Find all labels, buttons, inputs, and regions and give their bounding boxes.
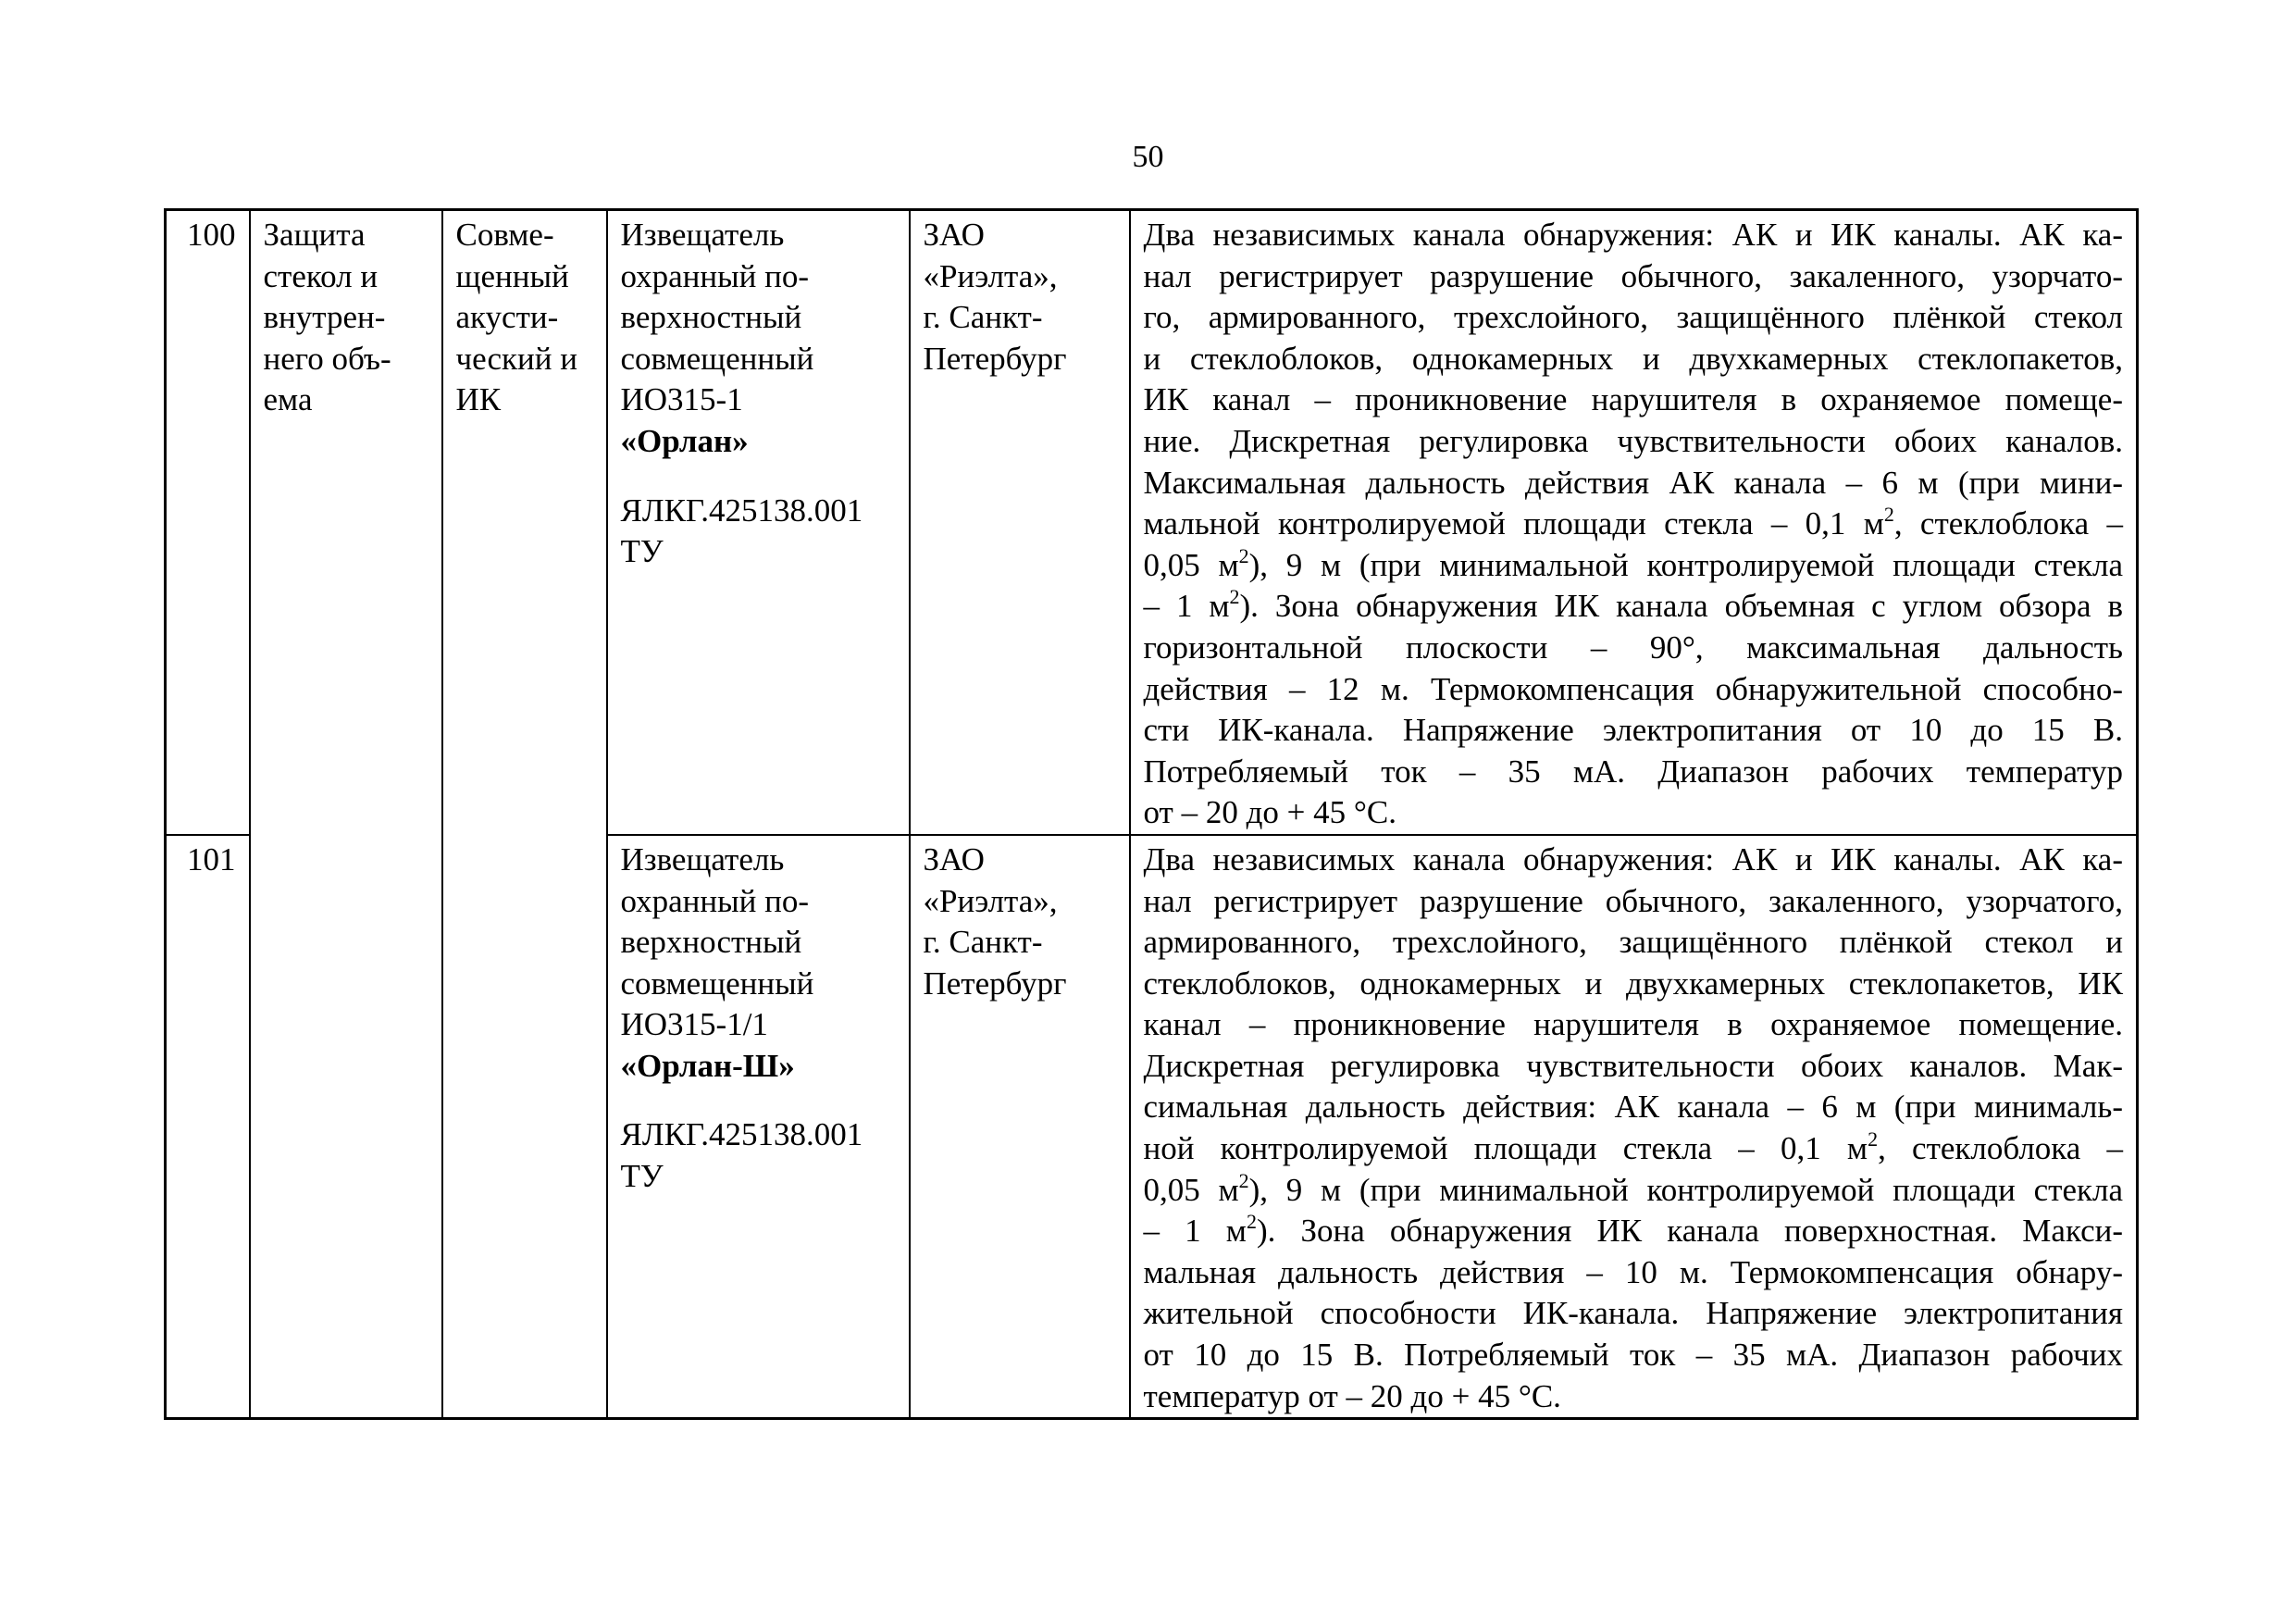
name-line: Извещатель <box>620 840 785 877</box>
desc-line: сти ИК-канала. Напряжение электропитания от 10 до 15 В. <box>1143 712 2123 749</box>
maker-line: ЗАО <box>923 840 985 877</box>
maker-line: г. Санкт- <box>923 299 1043 336</box>
desc-line: Максимальная дальность действия АК канала – 6 м (при мини- <box>1143 464 2123 501</box>
desc-line: канал – проникновение нарушителя в охраняемое помещение. <box>1143 1006 2123 1043</box>
desc-line: Два независимых канала обнаружения: АК и ИК каналы. АК ка- <box>1143 840 2123 877</box>
spec-code: ЯЛКГ.425138.001 <box>620 1116 863 1153</box>
spec-code-suffix: ТУ <box>620 533 664 570</box>
purpose-line: Защита <box>263 217 366 253</box>
desc-line: мальной контролируемой площади стекла – 0,1 $м^2$, стеклоблока – <box>1143 503 2123 542</box>
purpose-line: ема <box>263 381 313 418</box>
name-line: охранный по- <box>620 882 810 919</box>
desc-line: армированного, трехслойного, защищённого плёнкой стекол и <box>1143 924 2123 961</box>
detector-type-cell <box>442 210 607 1419</box>
row-number: 101 <box>187 840 236 877</box>
maker-line: ЗАО <box>923 217 985 253</box>
desc-line: Два независимых канала обнаружения: АК и ИК каналы. АК ка- <box>1143 217 2123 253</box>
equipment-table <box>164 208 2139 1420</box>
desc-line: ной контролируемой площади стекла – 0,1 $м^2$, стеклоблока – <box>1143 1127 2123 1167</box>
product-brand: «Орлан» <box>620 422 749 459</box>
spec-code: ЯЛКГ.425138.001 <box>620 492 863 529</box>
page-number: 50 <box>1132 140 1164 174</box>
maker-line: Петербург <box>923 965 1067 1002</box>
manufacturer-cell <box>910 210 1130 835</box>
desc-line: действия – 12 м. Термокомпенсация обнаружительной способно- <box>1143 670 2123 707</box>
desc-line: от 10 до 15 В. Потребляемый ток – 35 мА. Диапазон рабочих <box>1143 1337 2123 1374</box>
name-line: совмещенный <box>620 965 814 1002</box>
desc-line: температур от – 20 до + 45 °С. <box>1143 1377 1561 1414</box>
product-name-cell <box>607 210 910 835</box>
desc-line: – 1 $м^2$). Зона обнаружения ИК канала объемная с углом обзора в <box>1143 585 2123 625</box>
row-number-cell <box>166 835 250 1419</box>
spec-code-suffix: ТУ <box>620 1158 664 1195</box>
description-cell <box>1130 210 2138 835</box>
type-line: Совме- <box>455 217 554 253</box>
desc-line: симальная дальность действия: АК канала – 6 м (при минималь- <box>1143 1089 2123 1126</box>
maker-line: Петербург <box>923 340 1067 377</box>
desc-line: го, армированного, трехслойного, защищённого плёнкой стекол <box>1143 299 2123 336</box>
name-line: совмещенный <box>620 340 814 377</box>
desc-line: нал регистрирует разрушение обычного, закаленного, узорчатого, <box>1143 882 2123 919</box>
type-line: ческий и <box>455 340 577 377</box>
type-line: щенный <box>455 257 569 294</box>
row-number: 100 <box>187 217 236 253</box>
desc-line: нал регистрирует разрушение обычного, закаленного, узорчато- <box>1143 257 2123 294</box>
row-number-cell <box>166 210 250 835</box>
product-name-cell <box>607 835 910 1419</box>
desc-line: ИК канал – проникновение нарушителя в охраняемое помеще- <box>1143 381 2123 418</box>
manufacturer-cell <box>910 835 1130 1419</box>
type-line: ИК <box>455 381 502 418</box>
name-line: охранный по- <box>620 257 810 294</box>
desc-line: ние. Дискретная регулировка чувствительности обоих каналов. <box>1143 422 2123 459</box>
purpose-cell <box>250 210 442 1419</box>
type-line: акусти- <box>455 299 559 336</box>
maker-line: «Риэлта», <box>923 257 1058 294</box>
name-line: Извещатель <box>620 217 785 253</box>
desc-line: Потребляемый ток – 35 мА. Диапазон рабочих температур <box>1143 753 2123 790</box>
product-brand: «Орлан-Ш» <box>620 1047 795 1084</box>
desc-line: горизонтальной плоскости – 90°, максимальная дальность <box>1143 629 2123 666</box>
name-line: верхностный <box>620 924 802 961</box>
desc-line: и стеклоблоков, однокамерных и двухкамерных стеклопакетов, <box>1143 340 2123 377</box>
desc-line: – 1 $м^2$). Зона обнаружения ИК канала поверхностная. Макси- <box>1143 1210 2123 1250</box>
description-cell <box>1130 835 2138 1419</box>
name-line: ИО315-1/1 <box>620 1006 768 1043</box>
desc-line: 0,05 $м^2$), 9 м (при минимальной контролируемой площади стекла <box>1143 543 2123 583</box>
desc-line: стеклоблоков, однокамерных и двухкамерных стеклопакетов, ИК <box>1143 965 2123 1002</box>
maker-line: г. Санкт- <box>923 924 1043 961</box>
maker-line: «Риэлта», <box>923 882 1058 919</box>
desc-line: Дискретная регулировка чувствительности обоих каналов. Мак- <box>1143 1047 2123 1084</box>
purpose-line: внутрен- <box>263 299 386 336</box>
purpose-line: него объ- <box>263 340 391 377</box>
desc-line: мальная дальность действия – 10 м. Термокомпенсация обнару- <box>1143 1253 2123 1290</box>
table-row <box>166 210 2138 835</box>
desc-line: 0,05 $м^2$), 9 м (при минимальной контролируемой площади стекла <box>1143 1168 2123 1208</box>
desc-line: жительной способности ИК-канала. Напряжение электропитания <box>1143 1295 2123 1332</box>
name-line: верхностный <box>620 299 802 336</box>
name-line: ИО315-1 <box>620 381 743 418</box>
desc-line: от – 20 до + 45 °С. <box>1143 794 1396 831</box>
purpose-line: стекол и <box>263 257 379 294</box>
